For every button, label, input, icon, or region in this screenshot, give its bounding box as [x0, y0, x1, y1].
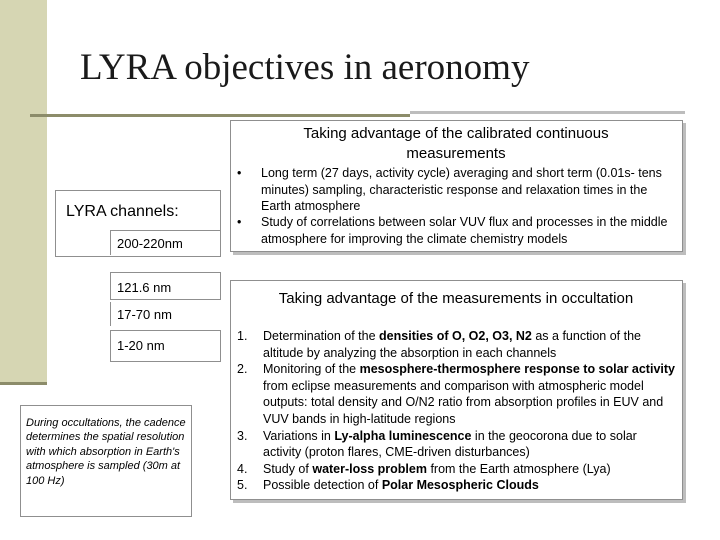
- continuous-bullet: [237, 214, 677, 248]
- item-bold-text: mesosphere-thermosphere response to solar activity: [359, 362, 675, 377]
- item-bold-text: Ly-alpha luminescence: [334, 428, 472, 443]
- item-bold-text: Polar Mesospheric Clouds: [381, 478, 539, 493]
- bullet-text: Study of correlations between solar VUV flux and processes in the middle atmosphere for improving the climate chemistry models: [261, 215, 668, 246]
- item-text: Determination of the: [263, 329, 380, 343]
- occultation-item: [237, 477, 677, 494]
- sidebar-bottom-line: [0, 382, 47, 385]
- channel-121-box: [110, 272, 221, 300]
- occultation-list: [237, 328, 677, 494]
- item-text: Variations in: [263, 428, 335, 443]
- occultation-item: [237, 461, 677, 478]
- occultation-item: [237, 428, 677, 461]
- occultation-box: [230, 280, 683, 500]
- continuous-bullet: [237, 165, 677, 213]
- occultation-item: [237, 361, 677, 427]
- occultation-heading: Taking advantage of the measurements in occultation: [278, 290, 634, 307]
- channels-title: LYRA channels:: [66, 203, 179, 220]
- channel-label: 200-220nm: [117, 236, 183, 251]
- item-text: Possible detection of: [263, 478, 382, 493]
- channel-label: 121.6 nm: [117, 280, 172, 295]
- item-text: in the geocorona due to solar activity (proton flares, CME-driven disturbances): [263, 428, 637, 460]
- continuous-measurements-box: [230, 120, 683, 252]
- channel-1-20-box: [110, 330, 221, 362]
- item-text: from the Earth atmosphere (Lya): [426, 461, 611, 476]
- title-underline-right: [410, 111, 685, 114]
- occultation-note: During occultations, the cadence determines the spatial resolution with which absorption in Earth's atmosphere is sampled (30m at 100 Hz): [26, 417, 186, 487]
- channel-label: 17-70 nm: [117, 307, 172, 322]
- item-number: 3.: [237, 428, 248, 443]
- item-text: Monitoring of the: [263, 362, 360, 377]
- item-number: 2.: [237, 362, 248, 377]
- occultation-note-box: [20, 405, 192, 517]
- item-text: as a function of the altitude by analyzing the absorption in each channels: [263, 329, 641, 360]
- item-number: 1.: [237, 329, 248, 343]
- occultation-item: [237, 328, 677, 361]
- bullet-marker: •: [237, 215, 242, 229]
- channel-17-70-box: [110, 302, 220, 326]
- bullet-text: Long term (27 days, activity cycle) averaging and short term (0.01s- tens minutes) sampling, characteristic response and relaxation times in the Earth atmosphere: [261, 166, 662, 213]
- item-number: 5.: [237, 478, 248, 493]
- page-title: LYRA objectives in aeronomy: [80, 47, 530, 88]
- decorative-sidebar-bar: [0, 0, 47, 385]
- bullet-marker: •: [237, 166, 242, 180]
- item-text: from eclipse measurements and comparison with atmospheric model outputs: total density and O/N2 ratio from absorption profiles in EUV and VUV bands in high-latitude regions: [263, 378, 664, 426]
- channel-200-220-box: [110, 230, 220, 255]
- item-number: 4.: [237, 461, 248, 476]
- item-bold-text: water-loss problem: [312, 461, 427, 476]
- item-bold-text: densities of O, O2, O3, N2: [379, 329, 532, 343]
- title-underline-left: [30, 114, 410, 117]
- item-text: Study of: [263, 461, 313, 476]
- channel-label: 1-20 nm: [117, 338, 165, 353]
- continuous-heading: Taking advantage of the calibrated continuous measurements: [303, 125, 609, 162]
